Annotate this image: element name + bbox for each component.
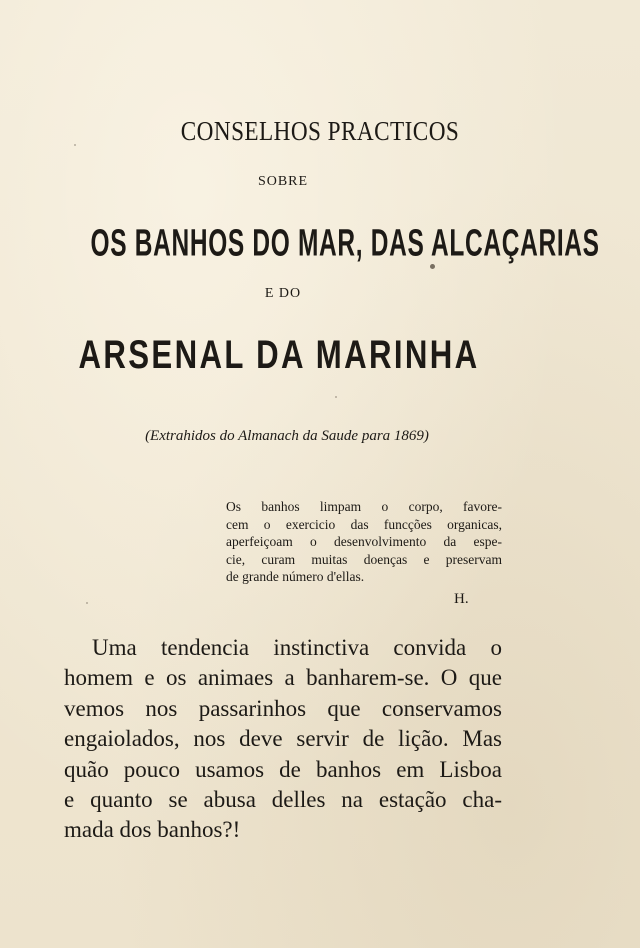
heading-subject: OS BANHOS DO MAR, DAS ALCAÇARIAS — [90, 220, 600, 264]
body-paragraph — [64, 633, 502, 846]
paper-speck — [430, 264, 435, 269]
epigraph-line: Os banhos limpam o corpo, favore- — [226, 499, 502, 514]
body-line: homem e os animaes a banharem-se. O que — [64, 665, 502, 691]
paper-speck — [86, 602, 88, 604]
epigraph-author: H. — [454, 591, 469, 607]
epigraph-line: de grande número d'ellas. — [226, 569, 365, 584]
paper-speck — [74, 144, 76, 146]
body-line: mada dos banhos?! — [64, 817, 241, 843]
epigraph-line: cem o exercicio das funcções organicas, — [226, 516, 502, 532]
heading-connector-sobre: SOBRE — [257, 174, 309, 189]
body-line: Uma tendencia instinctiva convida o — [92, 635, 502, 660]
heading-title: CONSELHOS PRACTICOS — [180, 116, 460, 146]
epigraph-line: aperfeiçoam o desenvolvimento da espe- — [226, 534, 502, 549]
epigraph-line: cie, curam muitas doenças e preservam — [226, 551, 502, 567]
body-line: engaiolados, nos deve servir de lição. Mas — [64, 726, 502, 752]
body-line: quão pouco usamos de banhos em Lisboa — [64, 756, 502, 782]
body-line: e quanto se abusa delles na estação cha- — [64, 787, 502, 813]
paper-speck — [335, 396, 337, 398]
source-note: (Extrahidos do Almanach da Saude para 1869) — [145, 428, 429, 444]
heading-arsenal: ARSENAL DA MARINHA — [78, 333, 480, 377]
heading-connector-edo: E DO — [264, 286, 302, 301]
body-line: vemos nos passarinhos que conservamos — [64, 695, 502, 721]
epigraph — [226, 498, 502, 586]
